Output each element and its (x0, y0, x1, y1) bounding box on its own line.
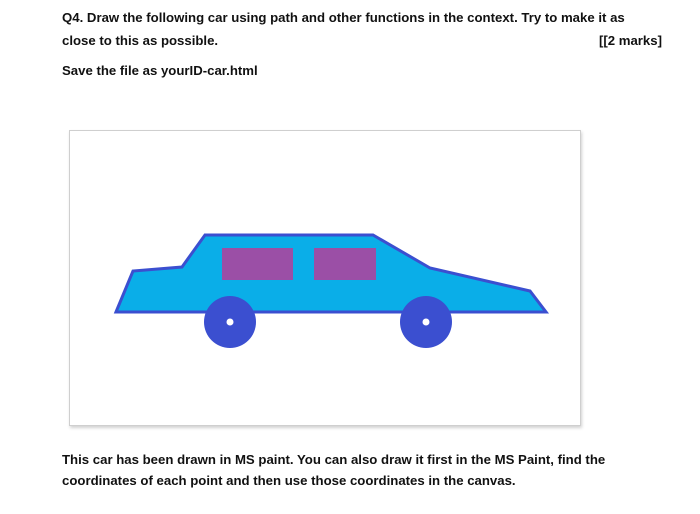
car-window-rear (222, 248, 293, 280)
car-hub-front (423, 319, 430, 326)
car-illustration (70, 131, 582, 427)
question-text-line-1: Q4. Draw the following car using path and other functions in the context. Try to make it as (62, 10, 625, 25)
question-text-line-2: close to this as possible. (62, 33, 219, 48)
car-window-front (314, 248, 376, 280)
note-text-line-2: coordinates of each point and then use those coordinates in the canvas. (62, 473, 516, 488)
car-figure (69, 130, 581, 426)
note-text-line-1: This car has been drawn in MS paint. You can also draw it first in the MS Paint, find the (62, 452, 606, 467)
marks-label: [[2 marks] (598, 33, 662, 48)
car-hub-rear (227, 319, 234, 326)
save-instruction: Save the file as yourID-car.html (62, 63, 258, 78)
